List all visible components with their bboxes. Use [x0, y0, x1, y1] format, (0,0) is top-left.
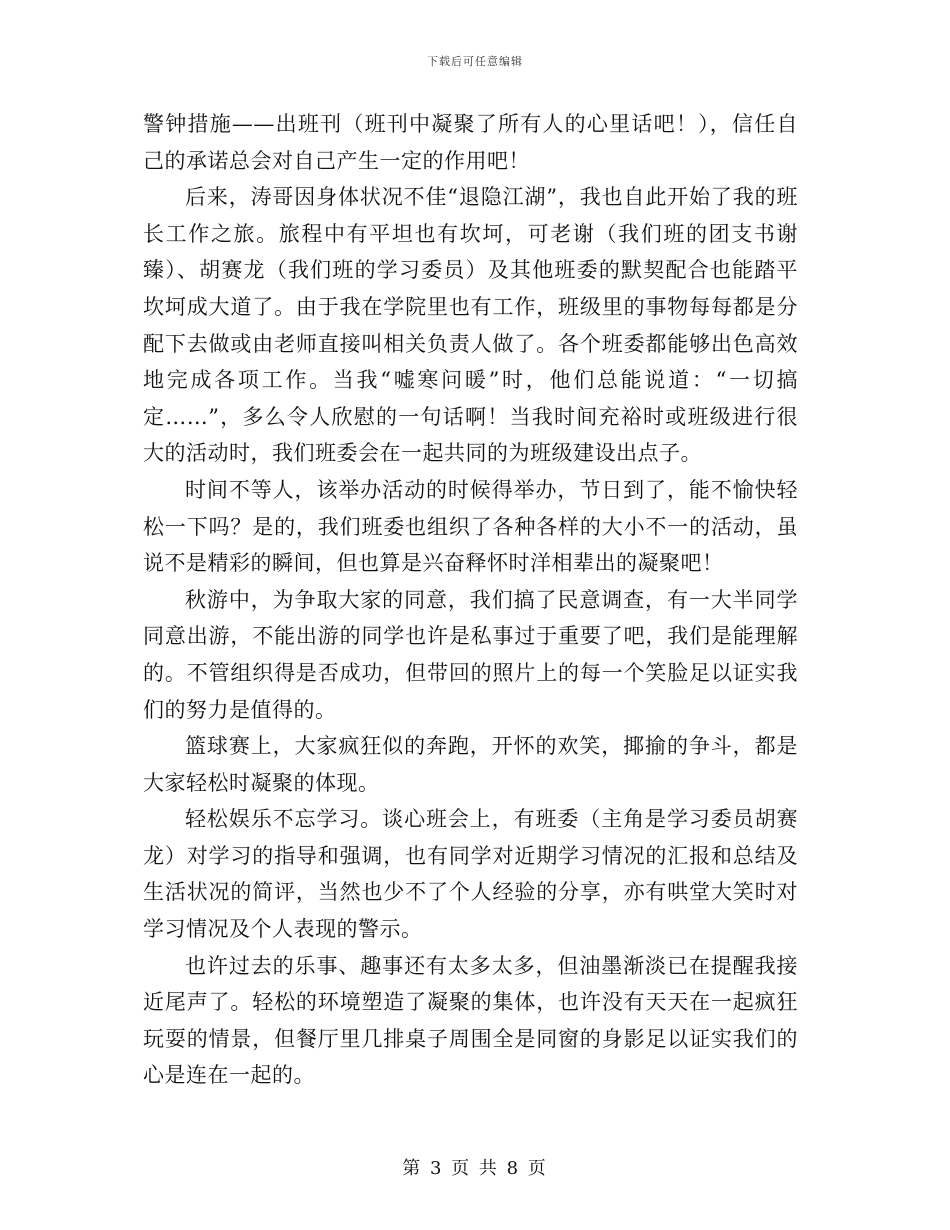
paragraph: 后来，涛哥因身体状况不佳“退隐江湖”，我也自此开始了我的班长工作之旅。旅程中有平坦也有坎坷，可老谢（我们班的团支书谢臻）、胡赛龙（我们班的学习委员）及其他班委的默契配合也能踏平坎坷成大道了。由于我在学院里也有工作，班级里的事物每每都是分配下去做或由老师直接叫相关负责人做了。各个班委都能够出色高效地完成各项工作。当我“嘘寒问暖”时，他们总能说道：“一切搞定……”，多么令人欣慰的一句话啊！当我时间充裕时或班级进行很大的活动时，我们班委会在一起共同的为班级建设出点子。: [143, 185, 798, 466]
paragraph: 时间不等人，该举办活动的时候得举办，节日到了，能不愉快轻松一下吗？是的，我们班委也组织了各种各样的大小不一的活动，虽说不是精彩的瞬间，但也算是兴奋释怀时洋相辈出的凝聚吧！: [143, 477, 798, 576]
paragraph: 秋游中，为争取大家的同意，我们搞了民意调查，有一大半同学同意出游，不能出游的同学也许是私事过于重要了吧，我们是能理解的。不管组织得是否成功，但带回的照片上的每一个笑脸足以证实我们的努力是值得的。: [143, 587, 798, 722]
document-body: [143, 106, 798, 1094]
page-number: 第 3 页 共 8 页: [402, 1158, 548, 1179]
paragraph: 轻松娱乐不忘学习。谈心班会上，有班委（主角是学习委员胡赛龙）对学习的指导和强调，也有同学对近期学习情况的汇报和总结及生活状况的简评，当然也少不了个人经验的分享，亦有哄堂大笑时对学习情况及个人表现的警示。: [143, 807, 798, 942]
paragraph: 也许过去的乐事、趣事还有太多太多，但油墨渐淡已在提醒我接近尾声了。轻松的环境塑造了凝聚的集体，也许没有天天在一起疯狂玩耍的情景，但餐厅里几排桌子周围全是同窗的身影足以证实我们的心是连在一起的。: [143, 953, 798, 1088]
paragraph: 警钟措施——出班刊（班刊中凝聚了所有人的心里话吧！），信任自己的承诺总会对自己产生一定的作用吧！: [143, 112, 798, 173]
page-header: 下载后可任意编辑: [427, 55, 523, 68]
paragraph: 篮球赛上，大家疯狂似的奔跑，开怀的欢笑，揶揄的争斗，都是大家轻松时凝聚的体现。: [143, 734, 798, 795]
